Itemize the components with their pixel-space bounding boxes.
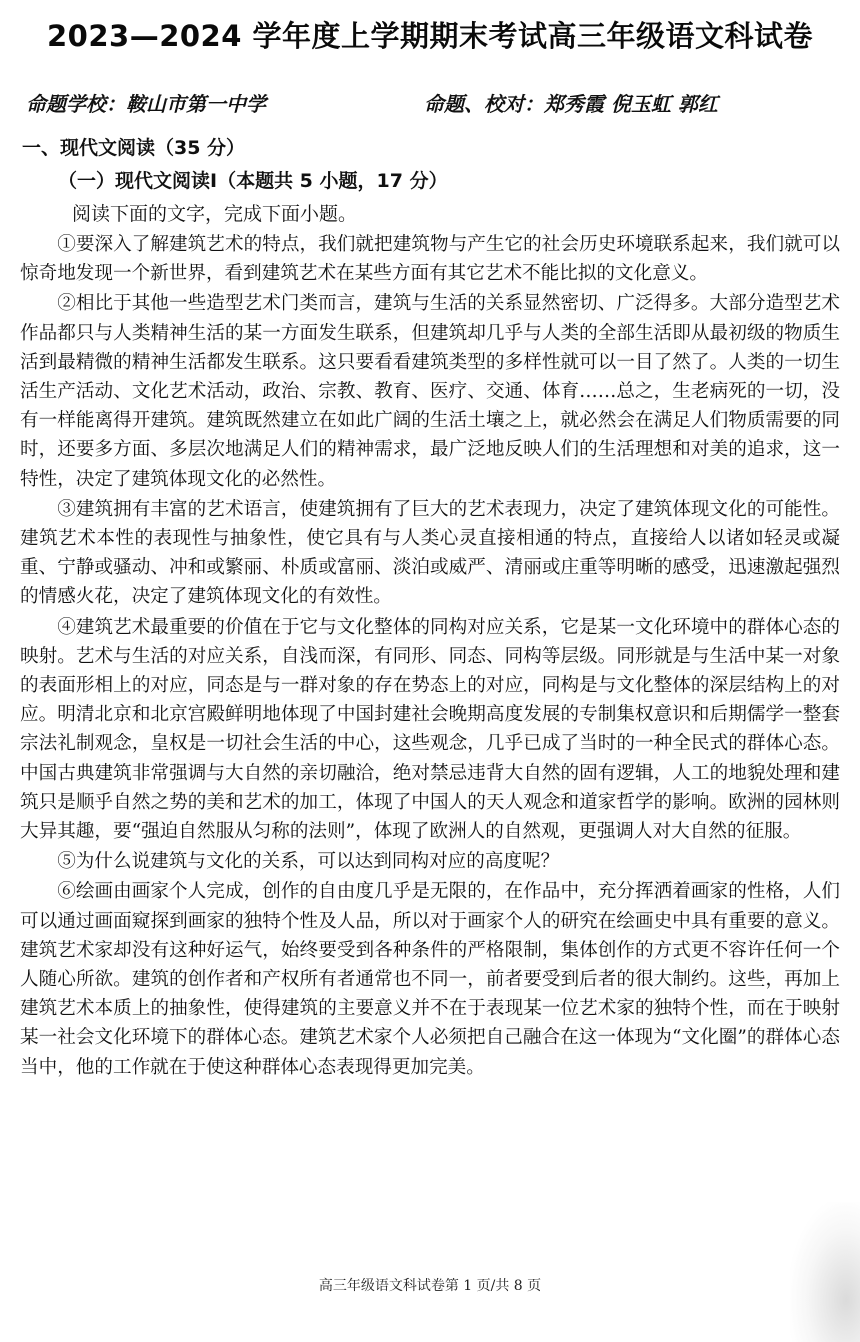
page-footer: 高三年级语文科试卷第 1 页/共 8 页 (318, 1278, 542, 1294)
exam-meta (26, 88, 846, 120)
subsection-heading: （一）现代文阅读Ⅰ（本题共 5 小题，17 分） (58, 170, 448, 192)
paragraph-4: ④建筑艺术最重要的价值在于它与文化整体的同构对应关系，它是某一文化环境中的群体心态的映射。艺术与生活的对应关系，自浅而深，有同形、同态、同构等层级。同形就是与生活中某一对象的表面形相上的对应，同态是与一群对象的存在势态上的对应，同构是与文化整体的深层结构上的对应。明清北京和北京宫殿鲜明地体现了中国封建社会晚期高度发展的专制集权意识和后期儒学一整套宗法礼制观念，皇权是一切社会生活的中心，这些观念，几乎已成了当时的一种全民式的群体心态。中国古典建筑非常强调与大自然的亲切融洽，绝对禁忌违背大自然的固有逻辑，人工的地貌处理和建筑只是顺乎自然之势的美和艺术的加工，体现了中国人的天人观念和道家哲学的影响。欧洲的园林则大异其趣，要“强迫自然服从匀称的法则”，体现了欧洲人的自然观，更强调人对大自然的征服。 (20, 616, 840, 843)
reading-instruction: 阅读下面的文字，完成下面小题。 (72, 203, 358, 225)
reading-passage (20, 230, 840, 1083)
paragraph-2: ②相比于其他一些造型艺术门类而言，建筑与生活的关系显然密切、广泛得多。大部分造型艺术作品都只与人类精神生活的某一方面发生联系，但建筑却几乎与人类的全部生活即从最初级的物质生活到最精微的精神生活都发生联系。这只要看看建筑类型的多样性就可以一目了然了。人类的一切生活生产活动、文化艺术活动，政治、宗教、教育、医疗、交通、体育……总之，生老病死的一切，没有一样能离得开建筑。建筑既然建立在如此广阔的生活土壤之上，就必然会在满足人们物质需要的同时，还要多方面、多层次地满足人们的精神需求，最广泛地反映人们的生活理想和对美的追求，这一特性，决定了建筑体现文化的必然性。 (20, 293, 840, 490)
section-heading: 一、现代文阅读（35 分） (22, 137, 246, 159)
proofreaders: 命题、校对：郑秀霞 倪玉虹 郭红 (424, 92, 718, 116)
paragraph-1: ①要深入了解建筑艺术的特点，我们就把建筑物与产生它的社会历史环境联系起来，我们就可以惊奇地发现一个新世界，看到建筑艺术在某些方面有其它艺术不能比拟的文化意义。 (20, 234, 840, 285)
scan-stain (790, 1202, 860, 1342)
paragraph-5: ⑤为什么说建筑与文化的关系，可以达到同构对应的高度呢？ (57, 851, 560, 873)
paragraph-3: ③建筑拥有丰富的艺术语言，使建筑拥有了巨大的艺术表现力，决定了建筑体现文化的可能性。建筑艺术本性的表现性与抽象性，使它具有与人类心灵直接相通的特点，直接给人以诸如轻灵或凝重、宁静或骚动、冲和或繁丽、朴质或富丽、淡泊或威严、清丽或庄重等明晰的感受，迅速激起强烈的情感火花，决定了建筑体现文化的有效性。 (20, 498, 840, 608)
exam-title: 2023—2024 学年度上学期期末考试高三年级语文科试卷 (46, 19, 814, 53)
setting-school: 命题学校：鞍山市第一中学 (26, 92, 266, 116)
paragraph-6: ⑥绘画由画家个人完成，创作的自由度几乎是无限的，在作品中，充分挥洒着画家的性格，人们可以通过画面窥探到画家的独特个性及人品，所以对于画家个人的研究在绘画史中具有重要的意义。建筑艺术家却没有这种好运气，始终要受到各种条件的严格限制，集体创作的方式更不容许任何一个人随心所欲。建筑的创作者和产权所有者通常也不同一，前者要受到后者的很大制约。这些，再加上建筑艺术本质上的抽象性，使得建筑的主要意义并不在于表现某一位艺术家的独特个性，而在于映射某一社会文化环境下的群体心态。建筑艺术家个人必须把自己融合在这一体现为“文化圈”的群体心态当中，他的工作就在于使这种群体心态表现得更加完美。 (20, 881, 840, 1078)
